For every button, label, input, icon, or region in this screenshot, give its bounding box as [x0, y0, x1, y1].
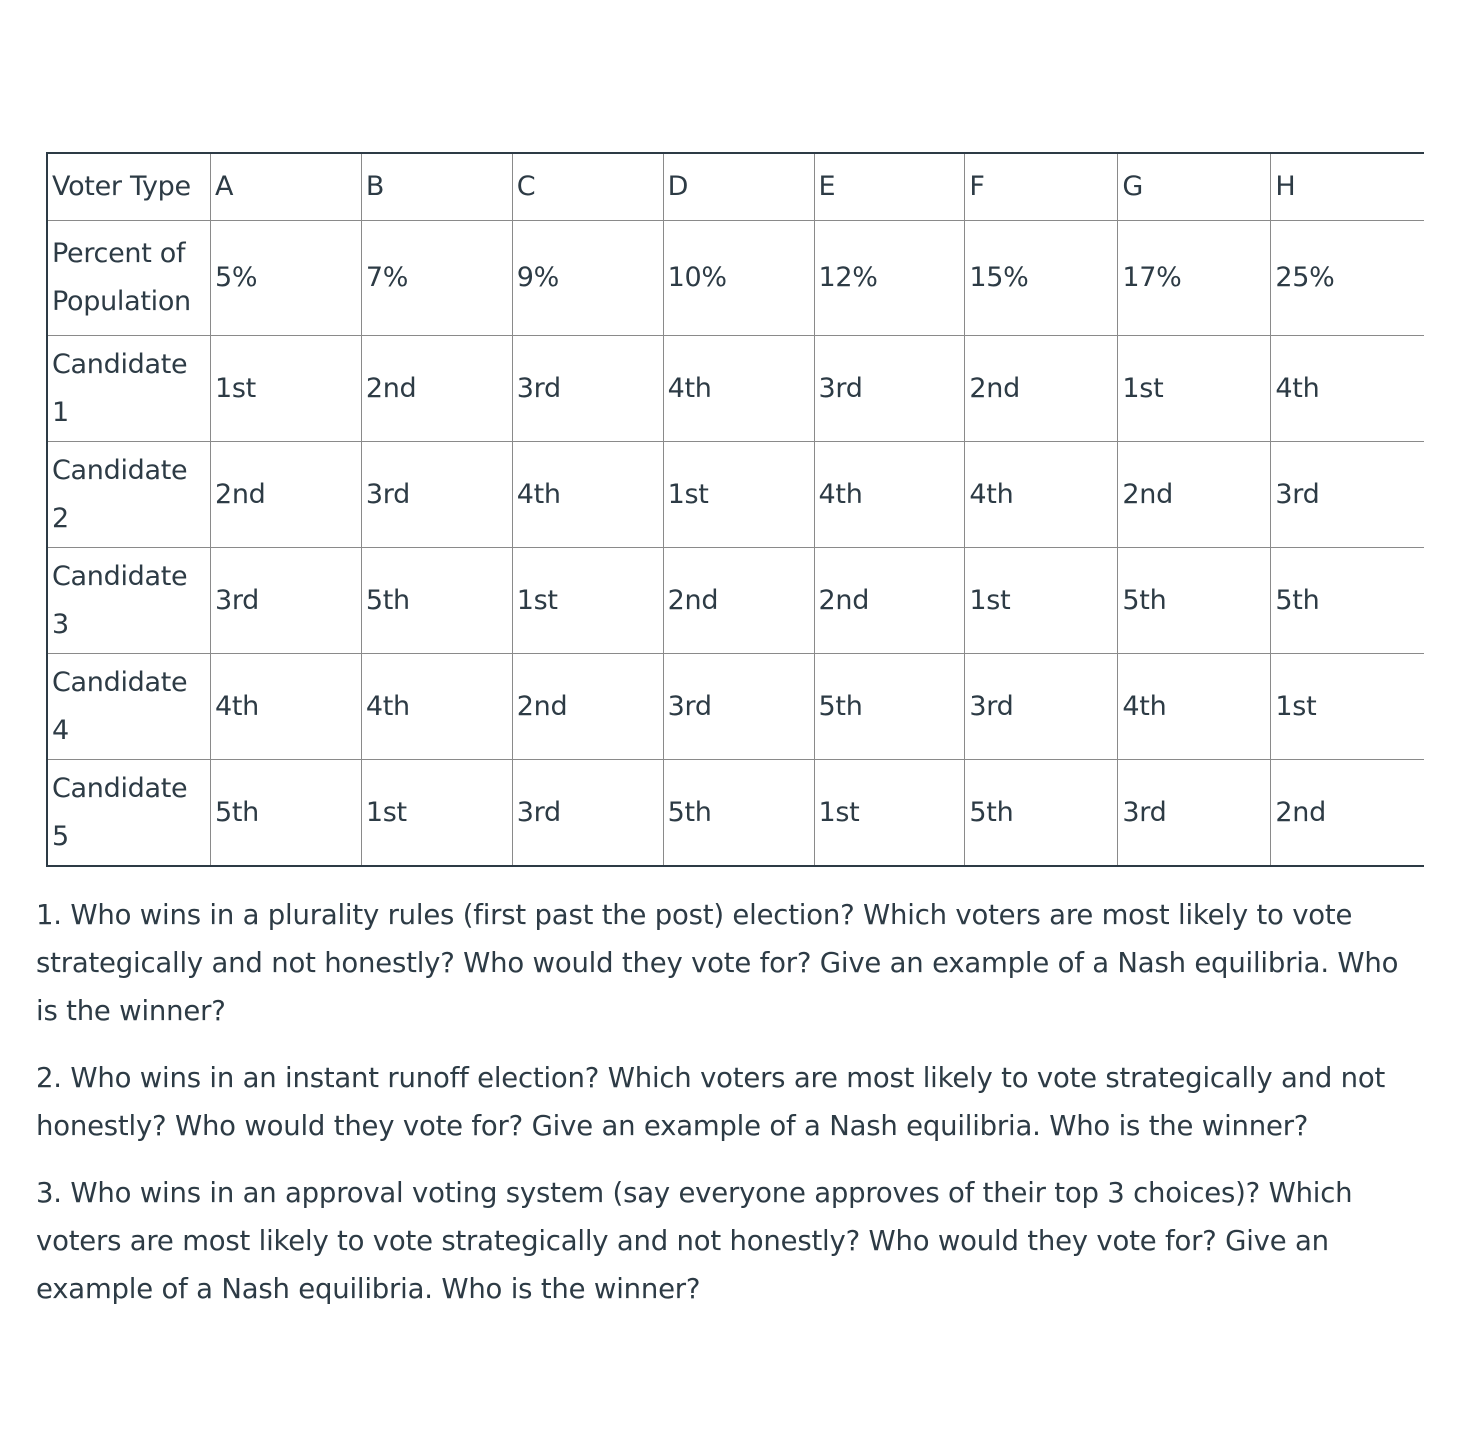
table-cell: 3rd	[512, 336, 663, 442]
table-cell: 2nd	[965, 336, 1118, 442]
candidate-row-1	[47, 336, 1424, 442]
question-list	[36, 891, 1426, 1313]
table-cell: 2nd	[1118, 442, 1271, 548]
candidate-label: Candidate 3	[47, 548, 210, 654]
table-cell: 3rd	[965, 654, 1118, 760]
table-header-row	[47, 153, 1424, 221]
candidate-row-5	[47, 760, 1424, 867]
table-cell: 7%	[361, 221, 512, 336]
table-cell: 1st	[663, 442, 814, 548]
table-cell: 12%	[814, 221, 965, 336]
candidate-label: Candidate 5	[47, 760, 210, 867]
table-cell: 3rd	[512, 760, 663, 867]
table-cell: 2nd	[663, 548, 814, 654]
table-cell: 4th	[512, 442, 663, 548]
table-cell: 5th	[361, 548, 512, 654]
table-cell: 4th	[210, 654, 361, 760]
table-cell: 2nd	[361, 336, 512, 442]
table-cell: 5th	[1271, 548, 1424, 654]
table-cell: 2nd	[210, 442, 361, 548]
table-cell: 2nd	[1271, 760, 1424, 867]
table-cell: 2nd	[814, 548, 965, 654]
candidate-row-3	[47, 548, 1424, 654]
table-cell: 10%	[663, 221, 814, 336]
table-cell: 15%	[965, 221, 1118, 336]
table-cell: 3rd	[663, 654, 814, 760]
table-cell: 17%	[1118, 221, 1271, 336]
table-cell: 4th	[361, 654, 512, 760]
population-label: Percent of Population	[47, 221, 210, 336]
table-cell: 1st	[965, 548, 1118, 654]
question-1: 1. Who wins in a plurality rules (first past the post) election? Which voters are most likely to vote strategically and not honestly? Who would they vote for? Give an example of a Nash equilibria. Who is the winner?	[36, 899, 1399, 1027]
question-2: 2. Who wins in an instant runoff election? Which voters are most likely to vote strategically and not honestly? Who would they vote for? Give an example of a Nash equilibria. Who is the winner?	[36, 1062, 1386, 1142]
question-3: 3. Who wins in an approval voting system (say everyone approves of their top 3 choices)? Which voters are most likely to vote strategically and not honestly? Who would they vote for? Give an example of a Nash equilibria. Who is the winner?	[36, 1177, 1353, 1305]
voter-type-b: B	[361, 153, 512, 221]
table-cell: 1st	[814, 760, 965, 867]
voter-type-f: F	[965, 153, 1118, 221]
voter-type-g: G	[1118, 153, 1271, 221]
table-cell: 4th	[663, 336, 814, 442]
table-cell: 3rd	[361, 442, 512, 548]
table-cell: 5th	[965, 760, 1118, 867]
voter-type-e: E	[814, 153, 965, 221]
table-cell: 3rd	[1118, 760, 1271, 867]
population-row	[47, 221, 1424, 336]
table-cell: 3rd	[210, 548, 361, 654]
voter-type-h: H	[1271, 153, 1424, 221]
table-cell: 5th	[663, 760, 814, 867]
table-cell: 25%	[1271, 221, 1424, 336]
table-cell: 1st	[1271, 654, 1424, 760]
table-cell: 1st	[512, 548, 663, 654]
page-content	[36, 152, 1426, 1332]
table-cell: 4th	[1118, 654, 1271, 760]
voter-type-d: D	[663, 153, 814, 221]
candidate-row-2	[47, 442, 1424, 548]
table-cell: 9%	[512, 221, 663, 336]
table-cell: 1st	[210, 336, 361, 442]
table-cell: 1st	[361, 760, 512, 867]
voter-type-a: A	[210, 153, 361, 221]
voter-type-header: Voter Type	[47, 153, 210, 221]
table-cell: 4th	[814, 442, 965, 548]
table-cell: 5th	[210, 760, 361, 867]
table-cell: 3rd	[814, 336, 965, 442]
table-cell: 3rd	[1271, 442, 1424, 548]
candidate-row-4	[47, 654, 1424, 760]
table-cell: 4th	[1271, 336, 1424, 442]
candidate-label: Candidate 4	[47, 654, 210, 760]
table-cell: 2nd	[512, 654, 663, 760]
candidate-label: Candidate 1	[47, 336, 210, 442]
table-cell: 4th	[965, 442, 1118, 548]
candidate-label: Candidate 2	[47, 442, 210, 548]
table-cell: 5th	[814, 654, 965, 760]
table-cell: 1st	[1118, 336, 1271, 442]
voter-preference-table	[46, 152, 1424, 867]
table-cell: 5th	[1118, 548, 1271, 654]
table-cell: 5%	[210, 221, 361, 336]
voter-type-c: C	[512, 153, 663, 221]
